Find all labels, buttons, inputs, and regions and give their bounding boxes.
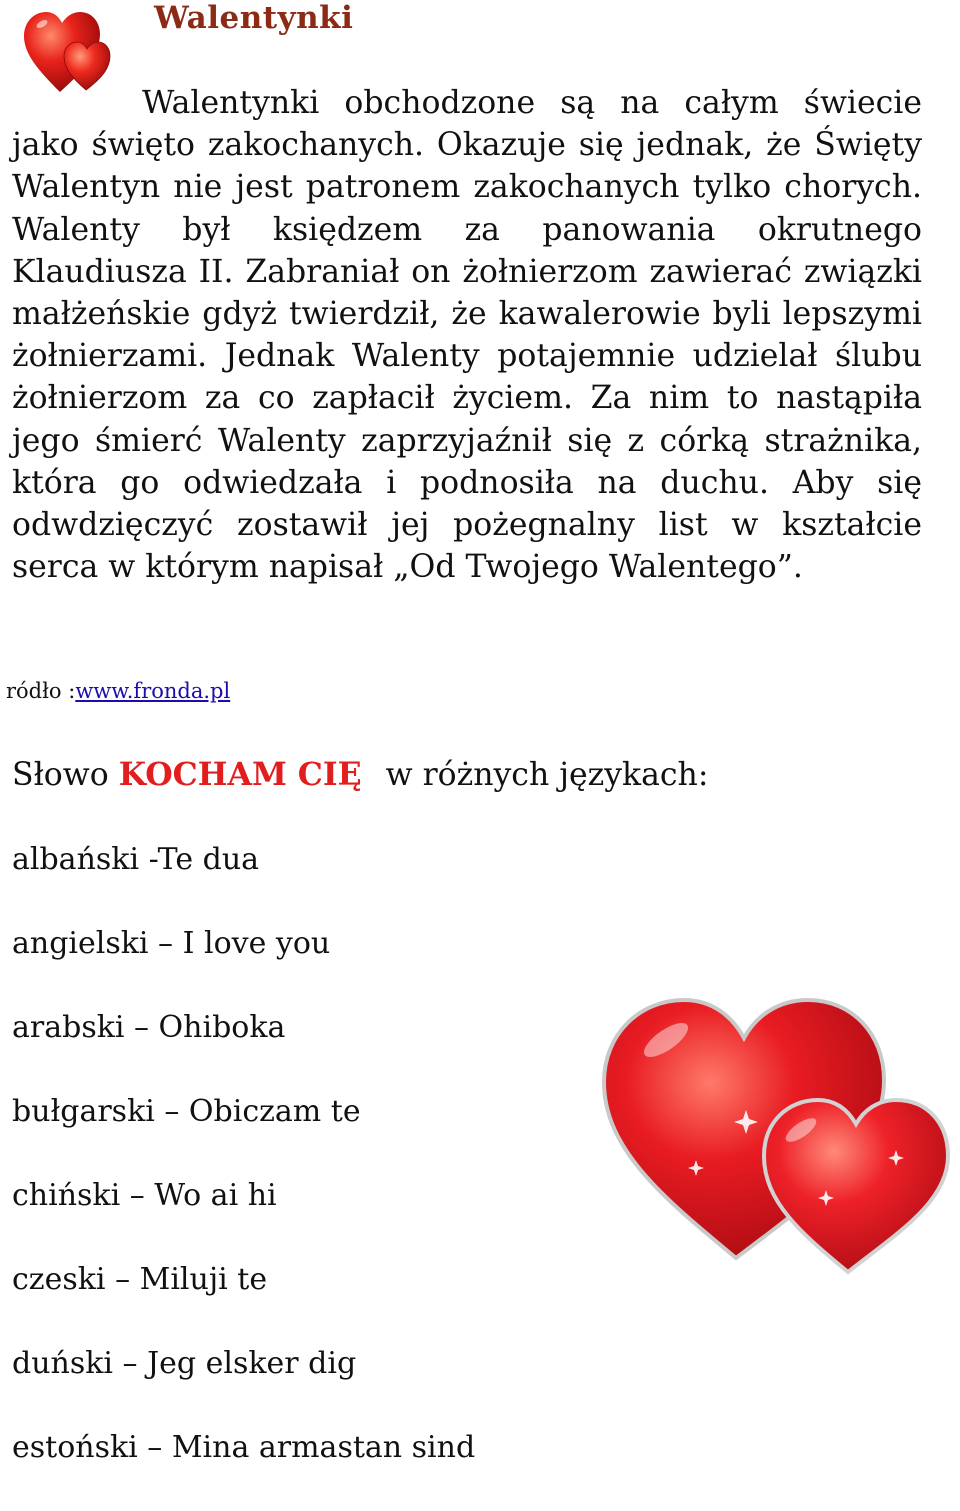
source-line — [6, 676, 230, 706]
kocham-heading — [12, 754, 708, 796]
intro-paragraph: Walentynki obchodzone są na całym świecie jako święto zakochanych. Okazuje się jednak, że Święty Walentyn nie jest patronem zakochanych tylko chorych. Walenty był księdzem za panowania okrutnego Klaudiusza II. Zabraniał on żołnierzom zawierać związki małżeńskie gdyż twierdził, że kawalerowie byli lepszymi żołnierzami. Jednak Walenty potajemnie udzielał ślubu żołnierzom za co zapłacił życiem. Za nim to nastąpiła jego śmierć Walenty zaprzyjaźnił się z córką strażnika, która go odwiedzała i podnosiła na duchu. Aby się odwdzięczyć zostawił jej pożegnalny list w kształcie serca w którym napisał „Od Twojego Walentego”. — [12, 85, 922, 586]
language-item: angielski – I love you — [12, 926, 331, 961]
source-label: ródło : — [6, 679, 76, 703]
language-item: czeski – Miluji te — [12, 1262, 268, 1297]
language-item: chiński – Wo ai hi — [12, 1178, 277, 1213]
language-item: arabski – Ohiboka — [12, 1010, 286, 1045]
source-link[interactable]: www.fronda.pl — [75, 679, 231, 703]
page-title: Walentynki — [154, 0, 354, 36]
kocham-prefix: Słowo — [12, 757, 119, 793]
kocham-suffix: w różnych językach: — [385, 757, 709, 793]
language-item: albański -Te dua — [12, 842, 260, 877]
languages-list — [12, 839, 475, 1511]
hearts-illustration — [596, 990, 956, 1280]
language-item: bułgarski – Obiczam te — [12, 1094, 361, 1129]
language-item: duński – Jeg elsker dig — [12, 1346, 357, 1381]
kocham-highlight: KOCHAM CIĘ — [118, 756, 362, 793]
language-item: estoński – Mina armastan sind — [12, 1430, 476, 1465]
